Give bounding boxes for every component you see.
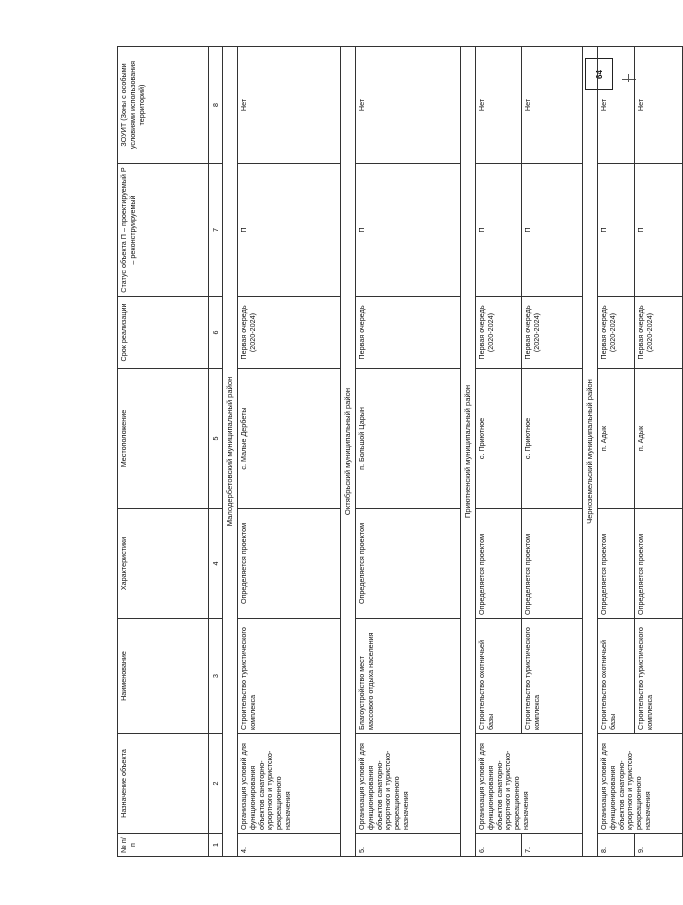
row-name: Строительство туристического комплекса	[522, 619, 583, 734]
row-zouit: Нет	[522, 47, 583, 164]
column-number: 2	[209, 734, 223, 834]
row-location: с. Малые Дербеты	[238, 369, 341, 509]
row-location: п. Адык	[635, 369, 683, 509]
header-cell: Характеристики	[118, 509, 209, 619]
header-cell: Срок реализации	[118, 297, 209, 369]
row-status: П	[522, 164, 583, 297]
row-zouit: Нет	[598, 47, 635, 164]
row-number: 7.	[522, 834, 583, 857]
row-term: Первая очередь	[356, 297, 461, 369]
section-title: Октябрьский муниципальный район	[341, 47, 356, 857]
row-zouit: Нет	[356, 47, 461, 164]
column-number: 3	[209, 619, 223, 734]
header-cell: Наименование	[118, 619, 209, 734]
column-number: 1	[209, 834, 223, 857]
row-purpose: Организация условий для функционирования объектов санаторно-курортного и туристско-рекреационного назначения	[238, 734, 341, 834]
header-cell: Местоположение	[118, 369, 209, 509]
row-status: П	[635, 164, 683, 297]
row-number: 8.	[598, 834, 635, 857]
table-row	[476, 47, 522, 857]
row-number: 6.	[476, 834, 522, 857]
row-name: Строительство охотничьей базы	[598, 619, 635, 734]
row-characteristics: Определяется проектом	[522, 509, 583, 619]
column-number: 8	[209, 47, 223, 164]
row-name: Строительство туристического комплекса	[635, 619, 683, 734]
header-cell: Статус объекта П – проектируемый Р – реконструируемый	[118, 164, 209, 297]
row-term: Первая очередь (2020-2024)	[522, 297, 583, 369]
column-number-row	[209, 47, 223, 857]
row-number: 4.	[238, 834, 341, 857]
header-cell: № п/п	[118, 834, 209, 857]
header-cell: ЗОУИТ (Зоны с особыми условиями использования территорий)	[118, 47, 209, 164]
row-term: Первая очередь (2020-2024)	[476, 297, 522, 369]
row-term: Первая очередь (2020-2024)	[598, 297, 635, 369]
row-location: п. Адык	[598, 369, 635, 509]
row-zouit: Нет	[635, 47, 683, 164]
section-row	[583, 47, 598, 857]
row-purpose: Организация условий для функционирования объектов санаторно-курортного и туристско-рекреационного назначения	[356, 734, 461, 834]
table-row	[238, 47, 341, 857]
row-name: Строительство охотничьей базы	[476, 619, 522, 734]
row-purpose: Организация условий для функционирования объектов санаторно-курортного и туристско-рекреационного назначения	[476, 734, 583, 834]
row-location: с. Приютное	[476, 369, 522, 509]
objects-table	[117, 46, 683, 857]
section-title: Приютненский муниципальный район	[461, 47, 476, 857]
table-row	[598, 47, 635, 857]
section-row	[341, 47, 356, 857]
column-number: 4	[209, 509, 223, 619]
header-cell: Назначение объекта	[118, 734, 209, 834]
table-row	[356, 47, 461, 857]
row-status: П	[476, 164, 522, 297]
column-number: 7	[209, 164, 223, 297]
row-characteristics: Определяется проектом	[598, 509, 635, 619]
row-zouit: Нет	[238, 47, 341, 164]
row-name: Строительство туристического комплекса	[238, 619, 341, 734]
row-characteristics: Определяется проектом	[476, 509, 522, 619]
row-term: Первая очередь (2020-2024)	[238, 297, 341, 369]
section-row	[223, 47, 238, 857]
row-zouit: Нет	[476, 47, 522, 164]
header-row	[118, 47, 209, 857]
column-number: 5	[209, 369, 223, 509]
section-title: Малодербетовский муниципальный район	[223, 47, 238, 857]
section-row	[461, 47, 476, 857]
row-purpose: Организация условий для функционирования объектов санаторно-курортного и туристско-рекреационного назначения	[598, 734, 683, 834]
row-status: П	[238, 164, 341, 297]
row-name: Благоустройство мест массового отдыха населения	[356, 619, 461, 734]
row-status: П	[598, 164, 635, 297]
row-number: 9.	[635, 834, 683, 857]
row-characteristics: Определяется проектом	[356, 509, 461, 619]
row-characteristics: Определяется проектом	[238, 509, 341, 619]
row-characteristics: Определяется проектом	[635, 509, 683, 619]
page-number: 64	[594, 69, 604, 79]
column-number: 6	[209, 297, 223, 369]
row-term: Первая очередь (2020-2024)	[635, 297, 683, 369]
row-number: 5.	[356, 834, 461, 857]
row-location: с. Приютное	[522, 369, 583, 509]
row-status: П	[356, 164, 461, 297]
section-title: Черноземельский муниципальный район	[583, 47, 598, 857]
row-location: п. Большой Царын	[356, 369, 461, 509]
